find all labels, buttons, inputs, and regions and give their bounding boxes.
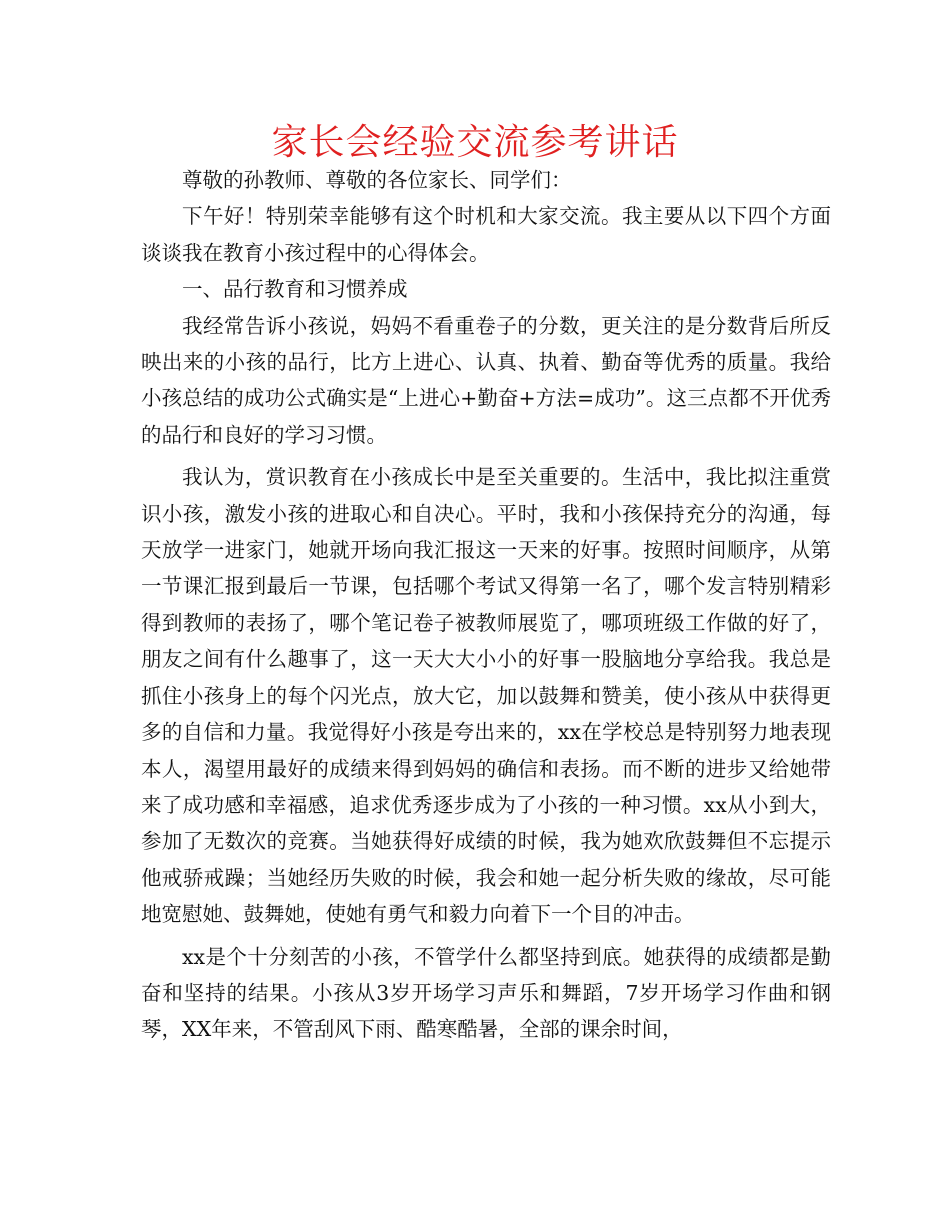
- document-body: [141, 162, 831, 1048]
- greeting-paragraph: 尊敬的孙教师、尊敬的各位家长、同学们：: [182, 168, 572, 192]
- body-paragraph: 我认为，赏识教育在小孩成长中是至关重要的。生活中，我比拟注重赏识小孩，激发小孩的进取心和自决心。平时，我和小孩保持充分的沟通，每天放学一进家门，她就开场向我汇报这一天来的好事。按照时间顺序，从第一节课汇报到最后一节课，包括哪个考试又得第一名了，哪个发言特别精彩得到教师的表扬了，哪个笔记卷子被教师展览了，哪项班级工作做的好了，朋友之间有什么趣事了，这一天大大小小的好事一股脑地分享给我。我总是抓住小孩身上的每个闪光点，放大它，加以鼓舞和赞美，使小孩从中获得更多的自信和力量。我觉得好小孩是夸出来的，xx在学校总是特别努力地表现本人，渴望用最好的成绩来得到妈妈的确信和表扬。而不断的进步又给她带来了成功感和幸福感，追求优秀逐步成为了小孩的一种习惯。xx从小到大，参加了无数次的竞赛。当她获得好成绩的时候，我为她欢欣鼓舞但不忘提示他戒骄戒躁；当她经历失败的时候，我会和她一起分析失败的缘故，尽可能地宽慰她、鼓舞她，使她有勇气和毅力向着下一个目的冲击。: [141, 465, 831, 927]
- section-heading: 一、品行教育和习惯养成: [182, 277, 408, 302]
- body-paragraph: xx是个十分刻苦的小孩，不管学什么都坚持到底。她获得的成绩都是勤奋和坚持的结果。小孩从3岁开场学习声乐和舞蹈，7岁开场学习作曲和钢琴，XX年来，不管刮风下雨、酷寒酷暑，全部的课余时间，: [141, 944, 831, 1042]
- intro-paragraph: 下午好！特别荣幸能够有这个时机和大家交流。我主要从以下四个方面谈谈我在教育小孩过程中的心得体会。: [141, 204, 831, 265]
- document-title: 家长会经验交流参考讲话: [271, 122, 679, 163]
- body-paragraph: 我经常告诉小孩说，妈妈不看重卷子的分数，更关注的是分数背后所反映出来的小孩的品行，比方上进心、认真、执着、勤奋等优秀的质量。我给小孩总结的成功公式确实是“上进心+勤奋+方法=成功”。这三点都不开优秀的品行和良好的学习习惯。: [141, 313, 831, 447]
